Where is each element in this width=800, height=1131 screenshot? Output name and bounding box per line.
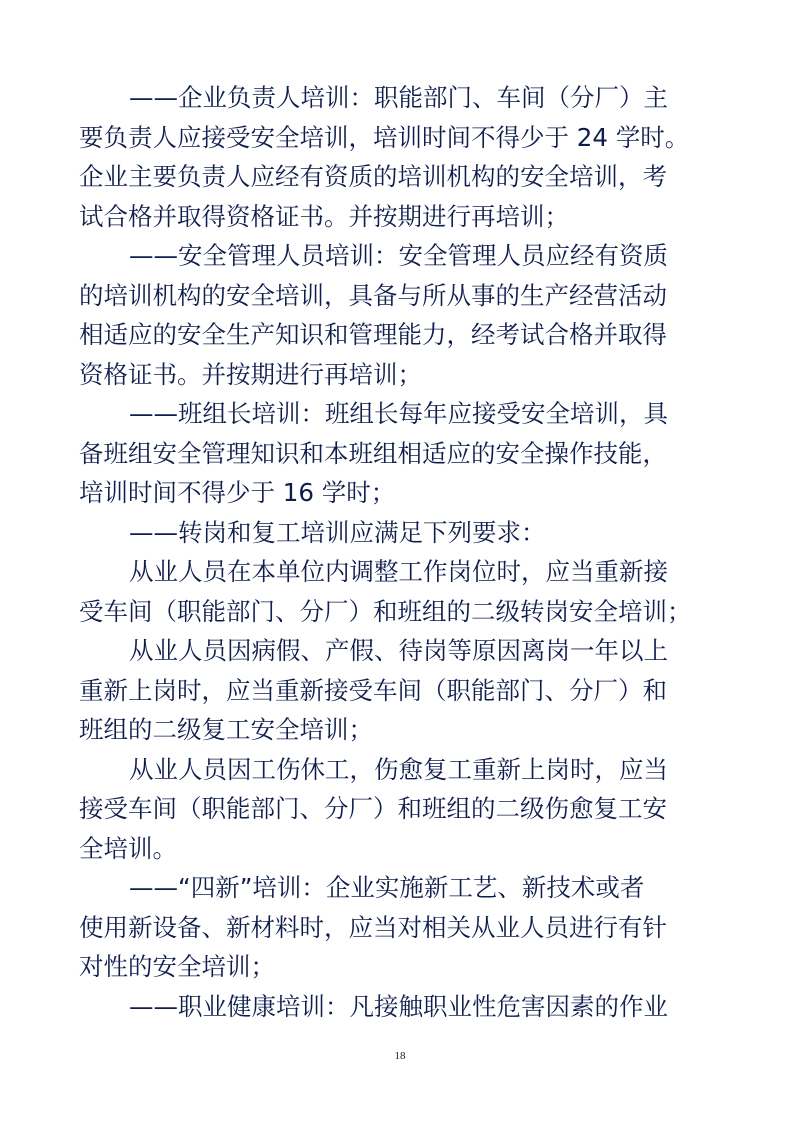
text-line: ——企业负责人培训：职能部门、车间（分厂）主 [129,83,668,112]
text-line: 对性的安全培训； [79,952,275,981]
text-line: 从业人员在本单位内调整工作岗位时，应当重新接 [129,557,668,586]
text-line: 接受车间（职能部门、分厂）和班组的二级伤愈复工安 [79,794,667,823]
text-line: ——职业健康培训：凡接触职业性危害因素的作业 [129,991,668,1021]
text-line: ——班组长培训：班组长每年应接受安全培训，具 [129,399,668,428]
text-line: 试合格并取得资格证书。并按期进行再培训； [79,201,569,231]
text-line: 培训时间不得少于 16 学时； [79,478,396,507]
text-line: 的培训机构的安全培训，具备与所从事的生产经营活动 [79,280,667,310]
body-text [79,78,727,1026]
text-line: 要负责人应接受安全培训，培训时间不得少于 24 学时。 [79,122,690,152]
text-line: 班组的二级复工安全培训； [79,715,373,744]
text-line: ——安全管理人员培训：安全管理人员应经有资质 [129,241,668,270]
text-line: 企业主要负责人应经有资质的培训机构的安全培训，考 [79,162,667,191]
text-line: 重新上岗时，应当重新接受车间（职能部门、分厂）和 [79,675,667,705]
page-number: 18 [394,1050,406,1062]
text-line: 备班组安全管理知识和本班组相适应的安全操作技能， [79,438,667,468]
text-line: 从业人员因病假、产假、待岗等原因离岗一年以上 [129,636,668,665]
text-line: ——“四新”培训：企业实施新工艺、新技术或者 [129,873,645,902]
text-line: 资格证书。并按期进行再培训； [79,359,422,389]
text-line: 全培训。 [79,833,177,863]
text-line: 使用新设备、新材料时，应当对相关从业人员进行有针 [79,912,667,942]
text-line: 相适应的安全生产知识和管理能力，经考试合格并取得 [79,320,667,349]
text-line: 受车间（职能部门、分厂）和班组的二级转岗安全培训； [79,596,692,626]
text-line: 从业人员因工伤休工，伤愈复工重新上岗时，应当 [129,754,668,784]
text-line: ——转岗和复工培训应满足下列要求： [129,517,546,547]
